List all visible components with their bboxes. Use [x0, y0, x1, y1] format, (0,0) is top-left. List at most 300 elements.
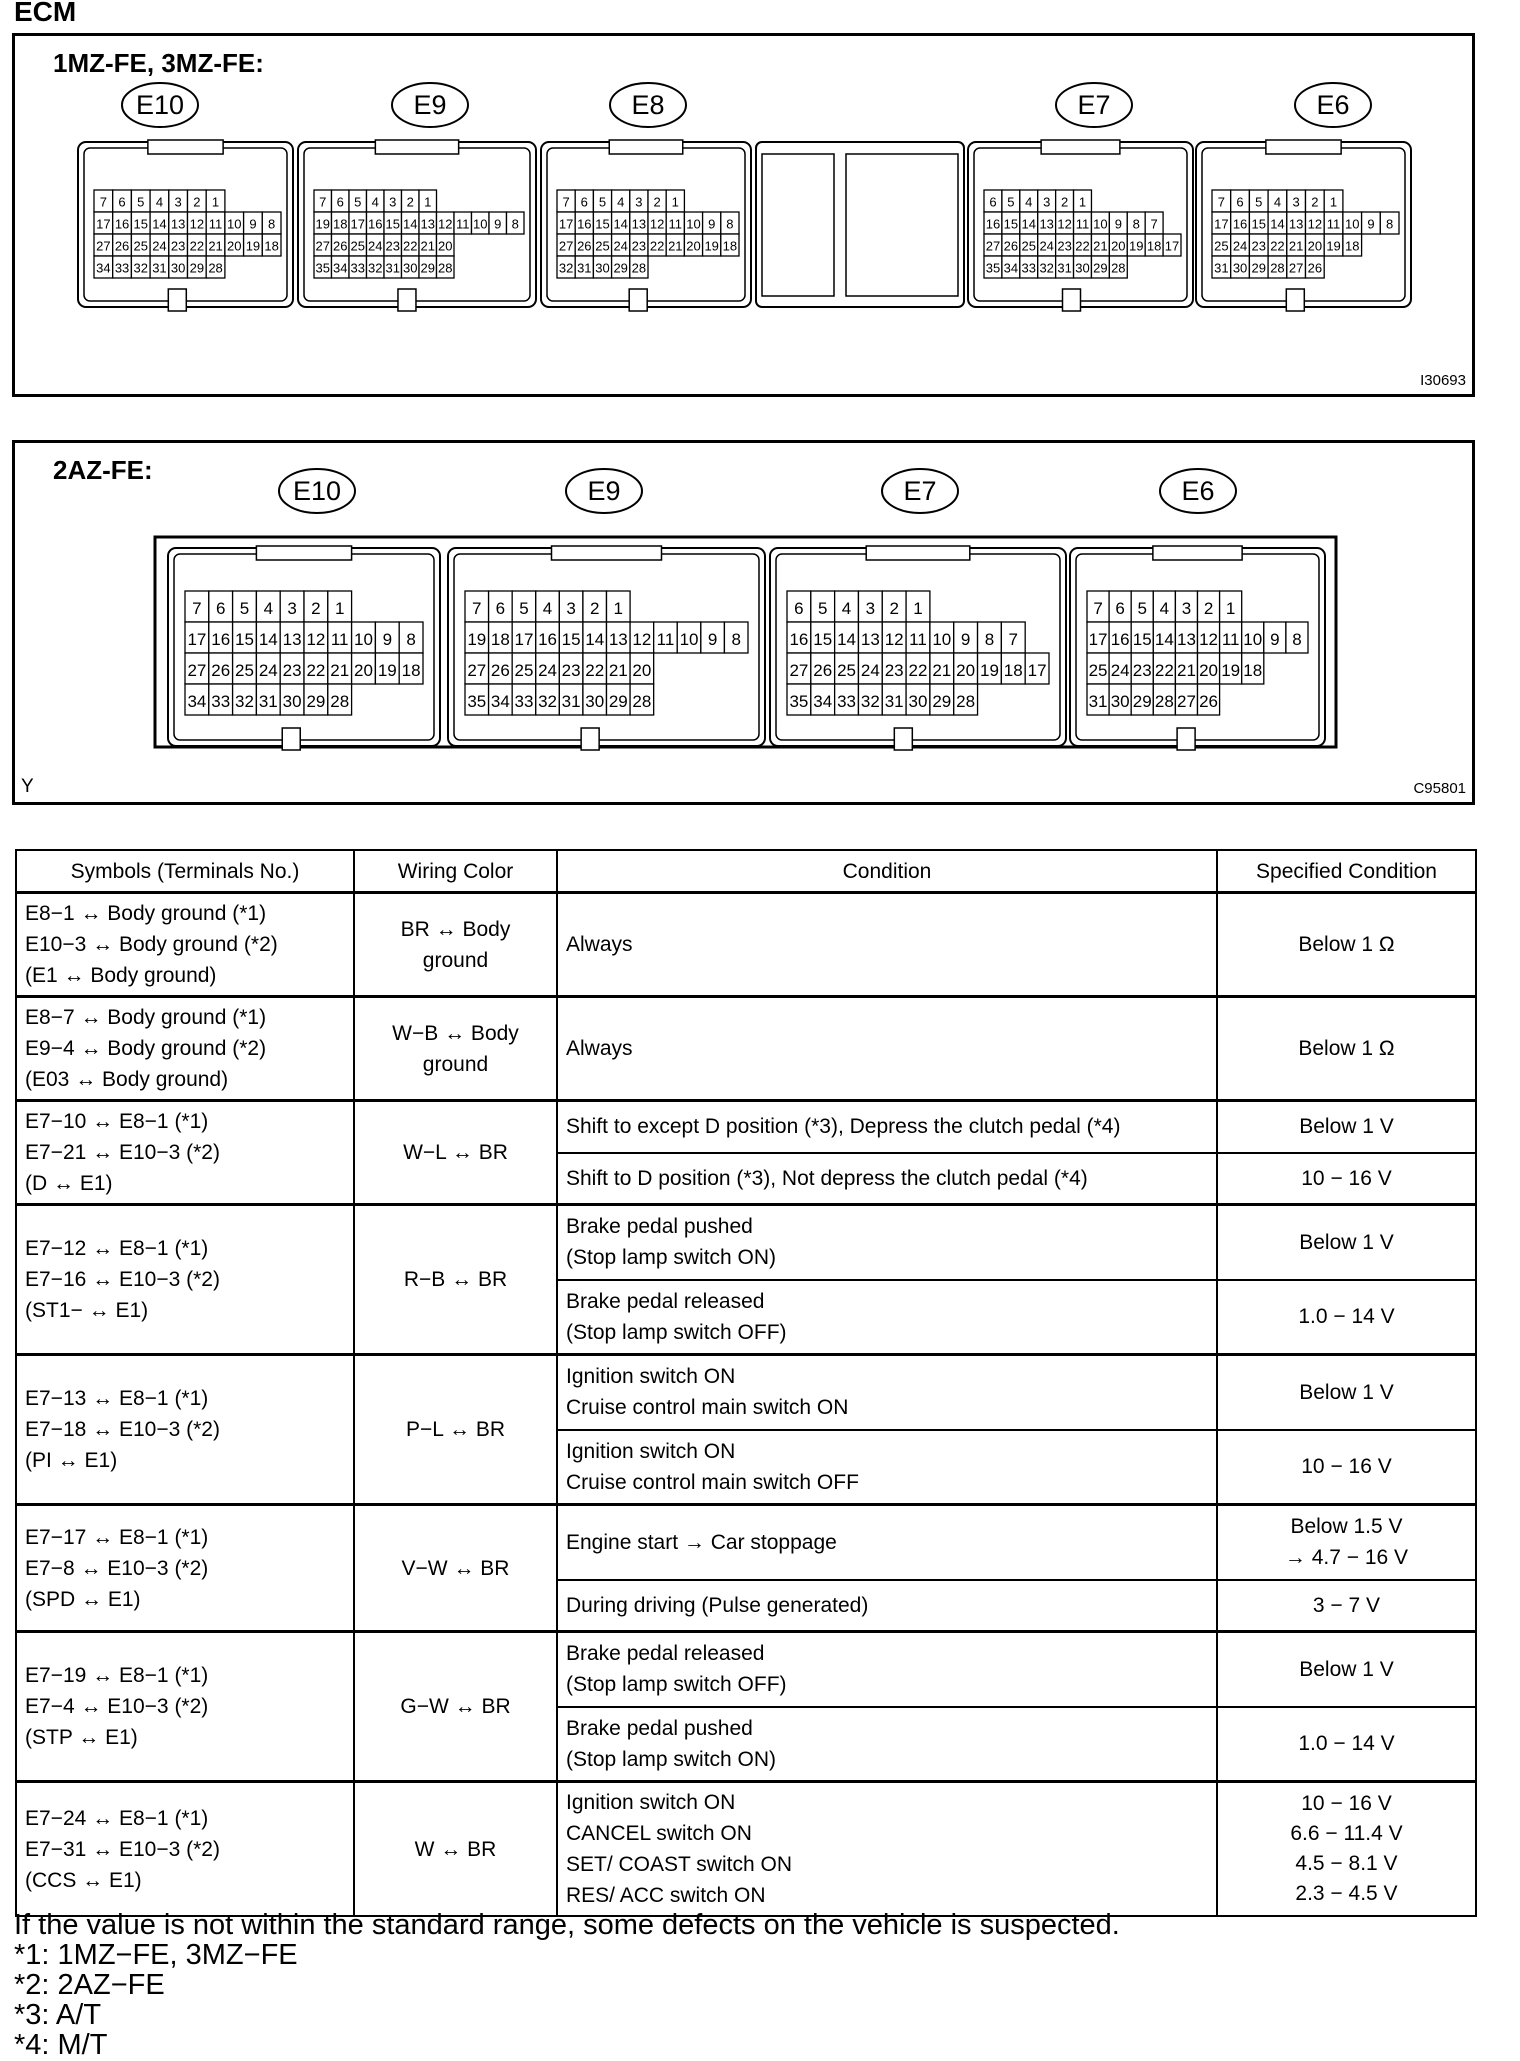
terminal-number: 12	[189, 216, 205, 232]
table-row	[16, 1355, 1476, 1430]
terminal-number: 32	[538, 691, 558, 711]
spec-line: 10 − 16 V	[1301, 1455, 1392, 1479]
spec-line: 1.0 − 14 V	[1298, 1305, 1395, 1329]
terminal-number: 7	[1093, 598, 1103, 618]
terminal-number: 10	[1093, 216, 1108, 232]
table-row	[16, 1505, 1476, 1580]
symbol-line: (STP ↔ E1)	[25, 1726, 138, 1749]
table-row	[16, 1205, 1476, 1280]
wiring-line: W ↔ BR	[414, 1837, 497, 1861]
condition-line: Shift to D position (*3), Not depress the clutch pedal (*4)	[566, 1166, 1088, 1190]
wiring-line: W−B ↔ Body	[392, 1021, 519, 1045]
terminal-number: 3	[566, 598, 576, 618]
terminal-number: 21	[932, 660, 952, 680]
terminal-number: 22	[908, 660, 928, 680]
symbol-line: E8−7 ↔ Body ground (*1)	[25, 1006, 267, 1029]
terminal-number: 29	[1251, 260, 1266, 276]
cell-specified-condition	[1217, 1707, 1476, 1782]
cell-condition	[557, 893, 1217, 997]
terminal-number: 11	[330, 629, 349, 649]
terminal-number: 21	[208, 238, 223, 254]
wiring-line: ground	[422, 1052, 489, 1076]
terminal-number: 7	[192, 598, 202, 618]
terminal-number: 13	[420, 216, 435, 232]
spec-line: Below 1 V	[1299, 1115, 1394, 1139]
terminal-number: 27	[789, 660, 809, 680]
terminal-number: 32	[860, 691, 880, 711]
terminal-number: 34	[187, 691, 207, 711]
symbol-line: E7−10 ↔ E8−1 (*1)	[25, 1110, 209, 1133]
terminal-number: 30	[1075, 260, 1090, 276]
symbol-line: (CCS ↔ E1)	[25, 1868, 142, 1892]
cell-specified-condition	[1217, 1205, 1476, 1280]
footnote-1: *1: 1MZ−FE, 3MZ−FE	[14, 1939, 298, 1971]
wiring-line: R−B ↔ BR	[403, 1268, 508, 1291]
terminal-number: 25	[1021, 238, 1037, 254]
table-row	[16, 1101, 1476, 1153]
connector-latch	[866, 546, 970, 560]
terminal-number: 31	[1214, 260, 1229, 276]
connector-key	[894, 728, 912, 750]
terminal-number: 29	[306, 691, 326, 711]
terminal-number: 5	[817, 598, 828, 618]
terminal-number: 26	[1003, 238, 1019, 254]
terminal-number: 27	[187, 660, 207, 680]
terminal-number: 4	[1025, 194, 1033, 210]
terminal-number: 2	[1311, 194, 1319, 210]
page-title: ECM	[14, 0, 77, 27]
terminal-number: 16	[538, 629, 558, 649]
terminal-number: 9	[1270, 629, 1280, 649]
terminal-number: 26	[1307, 260, 1323, 276]
terminal-number: 7	[472, 598, 482, 618]
terminal-number: 18	[1003, 660, 1023, 680]
condition-line: Engine start → Car stoppage	[566, 1530, 837, 1554]
terminal-number: 3	[389, 194, 397, 210]
terminal-number: 4	[841, 598, 852, 618]
symbol-line: (PI ↔ E1)	[25, 1449, 118, 1472]
cell-condition	[557, 1580, 1217, 1632]
connector-key	[282, 728, 300, 750]
terminal-number: 32	[558, 260, 574, 276]
terminal-number: 12	[1199, 629, 1219, 649]
blank-block	[846, 154, 958, 296]
terminal-number: 8	[268, 216, 276, 232]
symbol-line: E7−19 ↔ E8−1 (*1)	[25, 1664, 209, 1687]
terminal-number: 27	[558, 238, 574, 254]
terminal-number: 30	[595, 260, 610, 276]
connector-diagrams	[0, 0, 1520, 820]
cell-specified-condition	[1217, 1280, 1476, 1355]
terminal-number: 4	[371, 194, 379, 210]
terminal-number: 27	[467, 660, 487, 680]
terminal-number: 16	[368, 216, 383, 232]
terminal-number: 11	[1075, 216, 1090, 232]
terminal-number: 15	[561, 629, 581, 649]
terminal-number: 3	[635, 194, 643, 210]
terminal-number: 23	[561, 660, 581, 680]
symbol-line: E7−4 ↔ E10−3 (*2)	[25, 1695, 209, 1718]
terminal-number: 5	[1007, 194, 1015, 210]
terminal-number: 2	[889, 598, 899, 618]
terminal-number: 4	[263, 598, 274, 618]
terminal-number: 35	[315, 260, 330, 276]
terminal-number: 1	[613, 598, 624, 618]
condition-line: Always	[566, 1037, 633, 1060]
terminal-number: 13	[860, 629, 880, 649]
cell-specified-condition	[1217, 893, 1476, 997]
terminal-number: 16	[985, 216, 1001, 232]
terminal-number: 12	[306, 629, 326, 649]
wiring-line: G−W ↔ BR	[400, 1695, 511, 1718]
condition-line: Ignition switch ON	[566, 1791, 736, 1814]
terminal-number: 34	[96, 260, 111, 276]
terminal-number: 22	[1075, 238, 1090, 254]
terminal-number: 35	[985, 260, 1001, 276]
terminal-number: 30	[1110, 691, 1130, 711]
terminal-number: 26	[211, 660, 231, 680]
terminal-number: 17	[1027, 660, 1047, 680]
condition-line: Cruise control main switch OFF	[566, 1470, 859, 1494]
terminal-number: 24	[152, 238, 167, 254]
terminal-number: 23	[282, 660, 302, 680]
spec-line: 10 − 16 V	[1301, 1792, 1392, 1815]
terminal-number: 18	[1243, 660, 1263, 680]
connector-label: E9	[587, 476, 621, 506]
terminal-number: 14	[152, 216, 167, 232]
terminal-number: 27	[1176, 691, 1196, 711]
terminal-number: 11	[909, 629, 927, 649]
terminal-number: 13	[608, 629, 628, 649]
terminal-number: 32	[1039, 260, 1054, 276]
cell-condition	[557, 1505, 1217, 1580]
spec-line: 6.6 − 11.4 V	[1290, 1822, 1403, 1845]
connector-latch	[375, 140, 458, 154]
symbol-line: E10−3 ↔ Body ground (*2)	[25, 933, 278, 956]
terminal-number: 1	[424, 194, 432, 210]
terminal-number: 12	[632, 629, 652, 649]
terminal-number: 15	[235, 629, 254, 649]
terminal-number: 22	[649, 238, 665, 254]
terminal-number: 30	[908, 691, 928, 711]
terminal-number: 4	[617, 194, 625, 210]
terminal-number: 12	[1057, 216, 1072, 232]
terminal-number: 19	[467, 629, 487, 649]
cell-symbols	[16, 893, 354, 997]
connector-latch	[1153, 546, 1242, 560]
terminal-number: 1	[671, 194, 679, 210]
terminal-number: 9	[494, 216, 502, 232]
terminal-number: 26	[490, 660, 510, 680]
terminal-number: 21	[420, 238, 435, 254]
symbol-line: E7−8 ↔ E10−3 (*2)	[25, 1556, 209, 1580]
connector-key	[581, 728, 599, 750]
cell-condition	[557, 1280, 1217, 1355]
terminal-number: 23	[884, 660, 904, 680]
terminal-number: 14	[258, 629, 278, 649]
terminal-number: 21	[608, 660, 628, 680]
cell-symbols	[16, 1632, 354, 1782]
spec-line: 3 − 7 V	[1312, 1593, 1381, 1617]
cell-wiring-color	[354, 1355, 557, 1505]
terminal-number: 30	[282, 691, 302, 711]
symbol-line: (D ↔ E1)	[25, 1172, 113, 1195]
terminal-number: 15	[595, 216, 610, 232]
wiring-line: ground	[422, 948, 489, 972]
terminal-number: 2	[311, 598, 321, 618]
terminal-number: 35	[789, 691, 809, 711]
terminal-number: 6	[118, 194, 126, 210]
connector-latch	[609, 140, 683, 154]
terminal-number: 5	[354, 194, 362, 210]
terminal-number: 20	[227, 238, 242, 254]
terminal-number: 28	[1154, 691, 1174, 711]
terminal-number: 34	[490, 691, 510, 711]
terminal-number: 29	[1093, 260, 1108, 276]
terminal-number: 33	[514, 691, 534, 711]
table-row	[16, 997, 1476, 1101]
cell-symbols	[16, 1205, 354, 1355]
condition-line: Brake pedal pushed	[566, 1716, 753, 1740]
terminal-number: 8	[511, 216, 519, 232]
cell-wiring-color	[354, 893, 557, 997]
terminal-number: 9	[708, 216, 716, 232]
terminal-number: 17	[96, 216, 111, 232]
terminal-number: 9	[382, 629, 393, 649]
cell-condition	[557, 1430, 1217, 1505]
terminal-number: 21	[1288, 238, 1304, 254]
terminal-number: 7	[562, 194, 570, 210]
terminal-number: 26	[114, 238, 130, 254]
symbol-line: (ST1− ↔ E1)	[25, 1299, 149, 1322]
terminal-number: 11	[656, 629, 675, 649]
terminal-number: 20	[632, 660, 652, 680]
terminal-number: 6	[1115, 598, 1125, 618]
symbol-line: E7−17 ↔ E8−1 (*1)	[25, 1525, 209, 1549]
condition-line: Cruise control main switch ON	[566, 1396, 849, 1420]
terminal-number: 18	[1146, 238, 1162, 254]
connector-label: E9	[413, 90, 447, 120]
terminal-number: 31	[385, 260, 400, 276]
connector-key	[1286, 289, 1304, 311]
terminal-number: 26	[333, 238, 348, 254]
terminal-number: 19	[245, 238, 261, 254]
cell-condition	[557, 1205, 1217, 1280]
terminal-number: 15	[1132, 629, 1152, 649]
symbol-line: (E1 ↔ Body ground)	[25, 964, 217, 987]
terminal-number: 32	[133, 260, 148, 276]
spec-line: 2.3 − 4.5 V	[1295, 1882, 1398, 1905]
cell-symbols	[16, 1782, 354, 1917]
symbol-line: E7−31 ↔ E10−3 (*2)	[25, 1837, 220, 1861]
terminal-number: 10	[686, 216, 701, 232]
symbol-line: (SPD ↔ E1)	[25, 1587, 141, 1611]
terminal-number: 25	[133, 238, 148, 254]
terminal-number: 10	[932, 629, 952, 649]
footnotes	[14, 1910, 1120, 2060]
cell-specified-condition	[1217, 1632, 1476, 1707]
cell-specified-condition	[1217, 1782, 1476, 1917]
terminal-number: 1	[334, 598, 345, 618]
terminal-number: 6	[336, 194, 344, 210]
spec-line: → 4.7 − 16 V	[1284, 1546, 1409, 1570]
terminal-number: 15	[813, 629, 833, 649]
terminal-number: 8	[984, 629, 995, 649]
terminal-number: 29	[932, 691, 952, 711]
terminal-number: 6	[989, 194, 997, 210]
terminal-number: 10	[1345, 216, 1360, 232]
terminal-number: 29	[608, 691, 628, 711]
terminal-number: 19	[315, 216, 330, 232]
terminal-number: 24	[368, 238, 383, 254]
cell-specified-condition	[1217, 1505, 1476, 1580]
terminal-number: 30	[403, 260, 418, 276]
terminal-number: 25	[514, 660, 534, 680]
terminal-number: 5	[239, 598, 250, 618]
terminal-number: 26	[813, 660, 833, 680]
terminal-number: 24	[1110, 660, 1130, 680]
terminal-number: 12	[438, 216, 453, 232]
terminal-number: 5	[598, 194, 607, 210]
terminal-number: 30	[170, 260, 186, 276]
terminal-number: 16	[789, 629, 809, 649]
terminal-number: 18	[1345, 238, 1360, 254]
terminal-number: 23	[631, 238, 647, 254]
terminal-number: 1	[1225, 598, 1236, 618]
figure-id-1: I30693	[1420, 372, 1466, 389]
terminal-number: 18	[401, 660, 421, 680]
terminal-number: 15	[1003, 216, 1019, 232]
terminal-number: 8	[731, 629, 741, 649]
symbol-line: E7−24 ↔ E8−1 (*1)	[25, 1806, 209, 1830]
terminal-number: 15	[1251, 216, 1266, 232]
terminal-number: 8	[1386, 216, 1394, 232]
connector-label: E7	[1077, 90, 1111, 120]
panel-title-1mz-3mz: 1MZ-FE, 3MZ-FE:	[53, 48, 264, 78]
terminal-number: 28	[631, 260, 647, 276]
terminal-number: 7	[319, 194, 327, 210]
terminal-number: 11	[668, 216, 683, 232]
terminal-number: 17	[1088, 629, 1108, 649]
terminal-number: 7	[1008, 629, 1019, 649]
terminal-number: 9	[707, 629, 718, 649]
terminal-number: 5	[1137, 598, 1147, 618]
footnote-4: *4: M/T	[14, 2029, 108, 2061]
terminal-number: 11	[1221, 629, 1240, 649]
header-symbols: Symbols (Terminals No.)	[16, 850, 354, 893]
terminal-number: 17	[1214, 216, 1229, 232]
condition-line: Ignition switch ON	[566, 1365, 736, 1389]
terminal-number: 9	[1114, 216, 1122, 232]
terminal-number: 3	[1181, 598, 1192, 618]
terminal-number: 19	[1128, 238, 1144, 254]
spec-line: 1.0 − 14 V	[1298, 1732, 1395, 1756]
terminal-number: 29	[1132, 691, 1152, 711]
terminal-number: 9	[960, 629, 971, 649]
terminal-number: 20	[438, 238, 453, 254]
terminal-number: 14	[1270, 216, 1285, 232]
terminal-number: 13	[1288, 216, 1304, 232]
cell-wiring-color	[354, 1101, 557, 1205]
header-wiring-color: Wiring Color	[354, 850, 557, 893]
terminal-number: 20	[956, 660, 976, 680]
table-row	[16, 893, 1476, 997]
terminal-number: 25	[837, 660, 857, 680]
terminal-number: 22	[1270, 238, 1285, 254]
symbol-line: E9−4 ↔ Body ground (*2)	[25, 1037, 267, 1060]
condition-line: (Stop lamp switch ON)	[566, 1747, 777, 1771]
connector-key	[629, 289, 647, 311]
terminal-number: 11	[208, 216, 223, 232]
header-specified-condition: Specified Condition	[1217, 850, 1476, 893]
connector-label: E7	[903, 476, 937, 506]
terminal-number: 23	[1251, 238, 1266, 254]
terminal-number: 21	[1093, 238, 1108, 254]
terminal-number: 22	[1154, 660, 1174, 680]
spec-line: 10 − 16 V	[1301, 1166, 1392, 1190]
terminal-number: 24	[860, 660, 880, 680]
connector-key	[1063, 289, 1081, 311]
terminal-number: 25	[235, 660, 254, 680]
spec-line: Below 1 Ω	[1298, 1037, 1395, 1060]
terminal-number: 14	[613, 216, 628, 232]
wiring-line: P−L ↔ BR	[405, 1418, 505, 1441]
figure-id-2: C95801	[1413, 780, 1466, 797]
terminal-number: 4	[542, 598, 553, 618]
cell-specified-condition	[1217, 1153, 1476, 1205]
terminal-number: 27	[96, 238, 111, 254]
terminal-number: 1	[1078, 194, 1087, 210]
terminal-number: 12	[1307, 216, 1323, 232]
blank-block	[762, 154, 834, 296]
terminal-number: 8	[1132, 216, 1140, 232]
terminal-number: 17	[558, 216, 574, 232]
terminal-number: 13	[282, 629, 302, 649]
panel-title-2az: 2AZ-FE:	[53, 455, 153, 485]
terminal-number: 5	[519, 598, 529, 618]
terminal-number: 20	[686, 238, 701, 254]
terminal-number: 1	[1329, 194, 1338, 210]
terminal-number: 7	[1150, 216, 1158, 232]
terminal-number: 13	[1039, 216, 1054, 232]
terminal-number: 11	[456, 216, 470, 232]
terminal-number: 34	[1003, 260, 1019, 276]
terminal-number: 34	[333, 260, 348, 276]
terminal-number: 31	[884, 691, 904, 711]
terminal-number: 17	[514, 629, 534, 649]
terminal-condition-table	[15, 849, 1477, 1917]
terminal-number: 24	[1232, 238, 1248, 254]
symbol-line: E8−1 ↔ Body ground (*1)	[25, 902, 267, 925]
footnote-2: *2: 2AZ−FE	[14, 1969, 165, 2001]
terminal-number: 30	[1232, 260, 1248, 276]
connector-latch	[552, 546, 662, 560]
terminal-number: 3	[174, 194, 182, 210]
condition-line: Brake pedal pushed	[566, 1215, 753, 1239]
terminal-number: 35	[467, 691, 487, 711]
condition-line: CANCEL switch ON	[566, 1822, 752, 1845]
symbol-line: E7−16 ↔ E10−3 (*2)	[25, 1268, 220, 1291]
terminal-number: 2	[653, 194, 661, 210]
terminal-number: 28	[438, 260, 453, 276]
condition-line: RES/ ACC switch ON	[566, 1884, 766, 1907]
table-row	[16, 1782, 1476, 1917]
terminal-number: 5	[1255, 194, 1263, 210]
terminal-number: 16	[211, 629, 231, 649]
cell-condition	[557, 1632, 1217, 1707]
terminal-number: 17	[350, 216, 365, 232]
terminal-number: 8	[726, 216, 734, 232]
